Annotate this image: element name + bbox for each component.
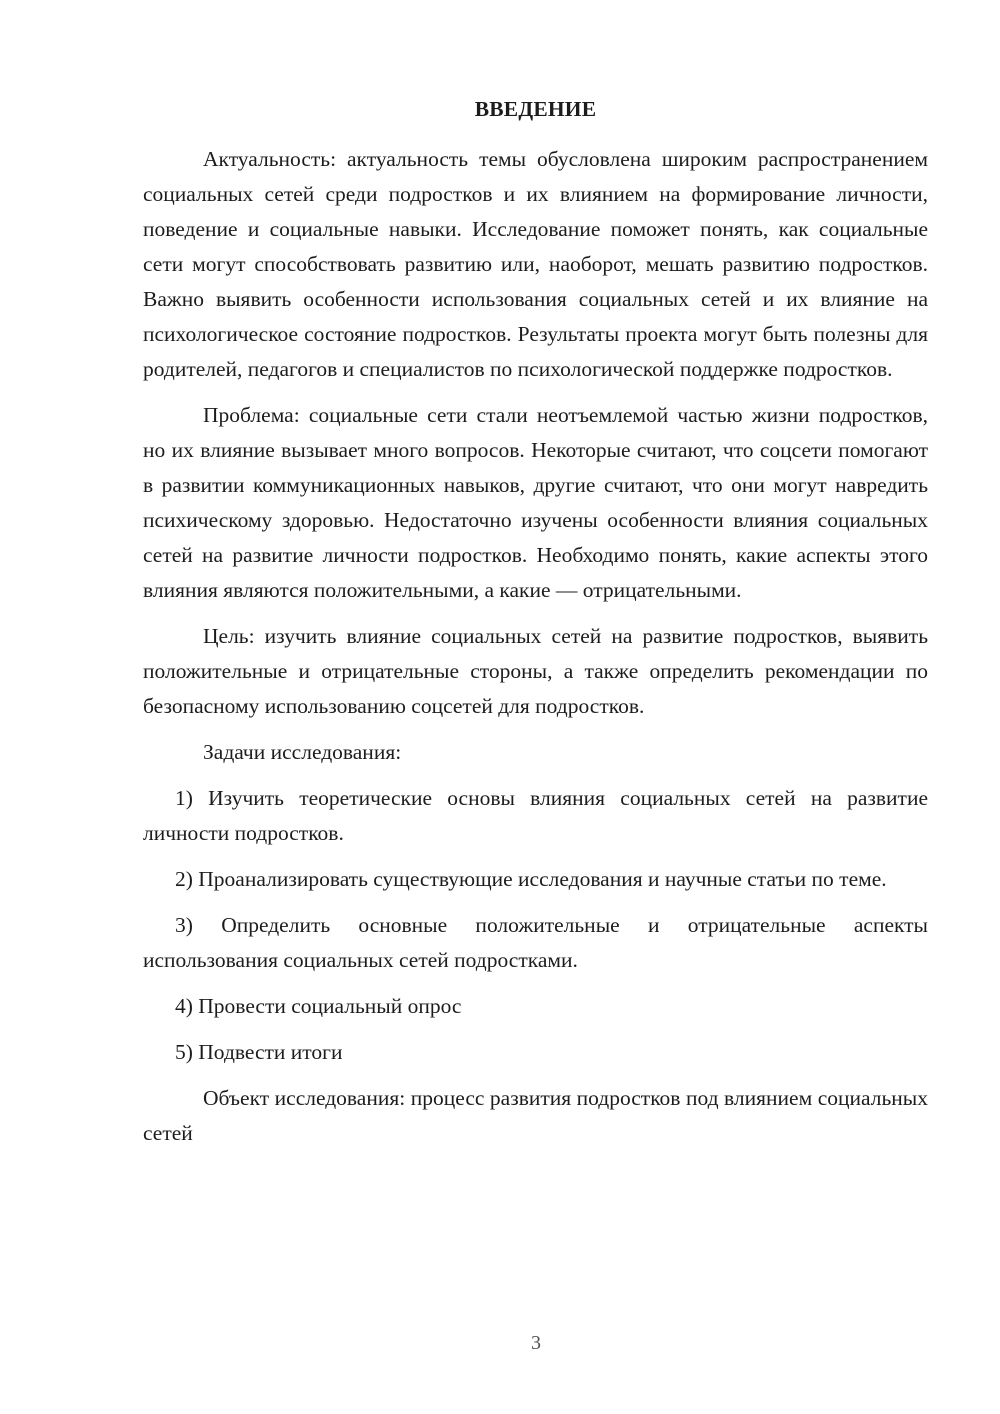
task-item: 4) Провести социальный опрос <box>175 994 462 1018</box>
page-body <box>143 92 928 1151</box>
task-item: 1) Изучить теоретические основы влияния социальных сетей на развитие личности подростков. <box>143 786 928 845</box>
object-paragraph: Объект исследования: процесс развития подростков под влиянием социальных сетей <box>143 1086 928 1145</box>
task-item: 5) Подвести итоги <box>175 1040 343 1064</box>
relevance-paragraph: Актуальность: актуальность темы обусловлена широким распространением социальных сетей среди подростков и их влиянием на формирование личности, поведение и социальные навыки. Исследование поможет понять, как социальные сети могут способствовать развитию или, наоборот, мешать развитию подростков. Важно выявить особенности использования социальных сетей и их влияние на психологическое состояние подростков. Результаты проекта могут быть полезны для родителей, педагогов и специалистов по психологической поддержке подростков. <box>143 147 928 381</box>
page-number: 3 <box>531 1332 541 1354</box>
tasks-heading: Задачи исследования: <box>203 740 402 764</box>
task-item: 3) Определить основные положительные и отрицательные аспекты использования социальных сетей подростками. <box>143 913 928 972</box>
task-item: 2) Проанализировать существующие исследования и научные статьи по теме. <box>175 867 887 891</box>
goal-paragraph: Цель: изучить влияние социальных сетей на развитие подростков, выявить положительные и отрицательные стороны, а также определить рекомендации по безопасному использованию соцсетей для подростков. <box>143 624 928 718</box>
problem-paragraph: Проблема: социальные сети стали неотъемлемой частью жизни подростков, но их влияние вызывает много вопросов. Некоторые считают, что соцсети помогают в развитии коммуникационных навыков, другие считают, что они могут навредить психическому здоровью. Недостаточно изучены особенности влияния социальных сетей на развитие личности подростков. Необходимо понять, какие аспекты этого влияния являются положительными, а какие — отрицательными. <box>143 403 928 602</box>
section-title: ВВЕДЕНИЕ <box>474 97 597 121</box>
